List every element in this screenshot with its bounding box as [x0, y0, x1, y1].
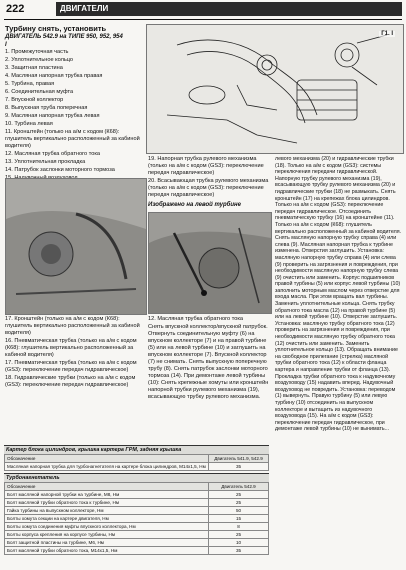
mid-paragraph: Снять впускной коллектор/впускной патрубок. Отвернуть соединительную муфту (6) на впускном коллекторе (7) и на правой турбине (5) или на левой турбине (10) и заглушить на впускном коллекторе (7). Впускной коллектор (7) не снимать. Снять выпускную поперечную трубу (8). Снять патрубок заслонки моторного тормоза (14). При демонтаже левой турбины (10): Снять крепежные хомуты или кронштейн напорной трубки рулевого механизма (19), всасывающую трубку рулевого механизма.: [148, 324, 269, 400]
turbine-photo-icon: [149, 213, 271, 313]
row-value: 25: [209, 499, 269, 507]
row-value: 10: [209, 539, 269, 547]
row-name: Болт масляной трубки обратного тока, М14х1,5, Нм: [5, 547, 209, 555]
engine-photo-icon: [6, 179, 146, 314]
figure-label: Г1. I: [381, 31, 393, 37]
right-paragraph: левого механизма (20) и гидравлические трубки (18). Только на а/м с кодом (GS3): системы переключения передачи гидравлической. Напорную трубку рулевого механизма (19), всасывающую трубку рулевого механизма (20) и гидравлические трубки (18) не размыкать. Снять кронштейн (17) на крепежах блока цилиндров. Только на а/м с кодом (GS3): переключение передач гидравлическое. Отсоединить пневматическую трубку (16) на кронштейне (11). Только на а/м с кодом (К68): глушитель вертикально расположенный за кабиной водителя. Снять масляную напорную трубку справа (4) или слева (9). Масляная напорная трубка к турбине изменена. Отверстия заглушить. Установка: масляную напорную трубку справа (4) или слева (9) проверить на загрязнения и повреждения, при необходимости масляную напорную трубку слева (9) очистить или заменить. Корпус подшипников правой турбины (5) или корпус левой турбины (10) заполнить моторным маслом через отверстие для входа масла. При этом вращать вал турбины. Заменить уплотнительные кольца. Снять трубку обратного тока масла (12) на правой турбине (5) или на левой турбине (10). Отверстие заглушить. Установка: масляную трубку обратного тока (12) проверить на загрязнения и повреждения, при необходимости масляную трубку обратного тока (12) очистить или заменить. Заменить уплотнительное кольцо (13). Обращать внимание на свободное прилегание (стрелка) масляной трубки обратного тока (12) к области фланца картера и направление трубки от фланца (13). Прокладка трубки обратного тока к надувочному воздуховоду (15) надавить вперед. Надувочный воздуховод не повредить. Установка: переводом (1) вывернуть. Правую турбину (5) или левую турбину (10) отсоединить на выпускном коллекторе и вытащить из надувочного воздуховода (15). На а/м с кодом (GS3): переключение передач гидравлическое, при демонтаже левой турбины (10) не вынимать...: [275, 156, 402, 433]
list-item: 4. Масляная напорная трубка правая: [5, 73, 103, 79]
figure-caption: Изображено на левой турбине: [148, 202, 242, 208]
table1-col-name: Обозначение: [5, 455, 209, 463]
list-item: 7. Впускной коллектор: [5, 97, 64, 103]
list-item: 12. Масляная трубка обратного тока: [5, 151, 100, 157]
engine-subtitle: ДВИГАТЕЛЬ 542.9 на ТИПЕ 950, 952, 954: [5, 34, 123, 40]
row-name: Болты хомута соединения муфты впускного коллектора, Нм: [5, 523, 209, 531]
torque-tables: [4, 445, 269, 555]
section-heading: Турбину снять, установить: [5, 24, 107, 33]
page-number: 222: [6, 3, 25, 15]
list-item: 17. Пневматическая трубка (только на а/м с кодом (GS3): переключение передач гидравлическое): [5, 360, 137, 373]
middle-column-bottom: [148, 316, 270, 402]
exploded-diagram: [146, 24, 404, 154]
row-name: Болт масляной напорной трубки на турбине, М8, Нм: [5, 491, 209, 499]
table1-col-engine: Двигатель 541.9, 542.9: [209, 455, 269, 463]
list-item: 6. Соединительная муфта: [5, 89, 74, 95]
table2: [4, 482, 269, 555]
row-value: 50: [209, 507, 269, 515]
row-name: Гайка турбины на выпускном коллекторе, Нм: [5, 507, 209, 515]
list-item: 16. Пневматическая трубка (только на а/м с кодом (К68): глушитель вертикально расположенный за кабиной водителя): [5, 338, 137, 358]
table-row: [5, 523, 269, 531]
list-item: 9. Масляная напорная трубка левая: [5, 113, 100, 119]
row-value: 8: [209, 523, 269, 531]
left-column-bottom: [5, 316, 145, 390]
list-item: 14. Патрубок заслонки моторного тормоза: [5, 167, 115, 173]
photo-middle: [148, 212, 272, 314]
list-item: 11. Кронштейн (только на а/м с кодом (К68): глушитель вертикально расположенный за кабиной водителя): [5, 129, 140, 149]
table-row: [5, 515, 269, 523]
list-item: 18. Гидравлические трубки (только на а/м с кодом (GS3): переключение передач гидравлическое): [5, 375, 136, 388]
table-row: [5, 463, 269, 471]
row-name: Масляная напорная трубка для турбонагнетателя на картере блока цилиндров, М14х1,5, Нм: [5, 463, 209, 471]
mid-parts-list: [148, 156, 274, 199]
row-value: 25: [209, 531, 269, 539]
row-value: 15: [209, 515, 269, 523]
table-row: [5, 539, 269, 547]
list-item: 3. Защитная пластина: [5, 65, 63, 71]
row-name: Болт защитной пластины на турбине, М6, Нм: [5, 539, 209, 547]
list-item: 8. Выпускная труба поперечная: [5, 105, 88, 111]
table-row: [5, 547, 269, 555]
list-item: 10. Турбина левая: [5, 121, 53, 127]
row-value: 35: [209, 547, 269, 555]
left-column-top: [5, 24, 143, 183]
table2-col-engine: Двигатель 542.9: [209, 483, 269, 491]
table2-col-name: Обозначение: [5, 483, 209, 491]
roman-numeral: I: [5, 42, 7, 48]
table-row: [5, 491, 269, 499]
row-name: Болт масляной трубки обратного тока к турбине, Нм: [5, 499, 209, 507]
list-item: 20. Всасывающая трубка рулевого механизма (только на а/м с кодом (GS3): переключение передач гидравлическое): [148, 178, 269, 198]
table-row: [5, 507, 269, 515]
list-item: 17. Кронштейн (только на а/м с кодом (К68): глушитель вертикально расположенный за кабиной водителя): [5, 316, 140, 336]
right-column: [275, 156, 402, 566]
table-row: [5, 531, 269, 539]
table1-title: Картер блока цилиндров, крышка картера ГРМ, задняя крышка: [4, 445, 269, 454]
table2-title: Турбонагнетатель: [4, 473, 269, 482]
middle-column: [148, 156, 274, 209]
parts-list: [5, 49, 143, 182]
list-item: 2. Уплотнительное кольцо: [5, 57, 74, 63]
list-item: 13. Уплотнительная прокладка: [5, 159, 86, 165]
list-item: 5. Турбина, правая: [5, 81, 55, 87]
row-name: Болты хомута секции на картере двигателя, Нм: [5, 515, 209, 523]
section-title: ДВИГАТЕЛИ: [56, 2, 402, 16]
list-item: 1. Промежуточная часть: [5, 49, 69, 55]
mid-item-12: 12. Масляная трубка обратного тока: [148, 316, 243, 322]
list-item: 19. Напорная трубка рулевого механизма (только на а/м с кодом (GS3): переключение передач гидравлическое): [148, 156, 264, 176]
row-value: 35: [209, 463, 269, 471]
table-row: [5, 499, 269, 507]
photo-left: [5, 178, 147, 315]
row-value: 25: [209, 491, 269, 499]
table1: [4, 454, 269, 471]
parts-list-2: [5, 316, 145, 389]
page-header: [4, 2, 402, 20]
row-name: Болты корпуса крепления на корпусе турбины, Нм: [5, 531, 209, 539]
turbo-diagram-icon: [147, 25, 403, 153]
